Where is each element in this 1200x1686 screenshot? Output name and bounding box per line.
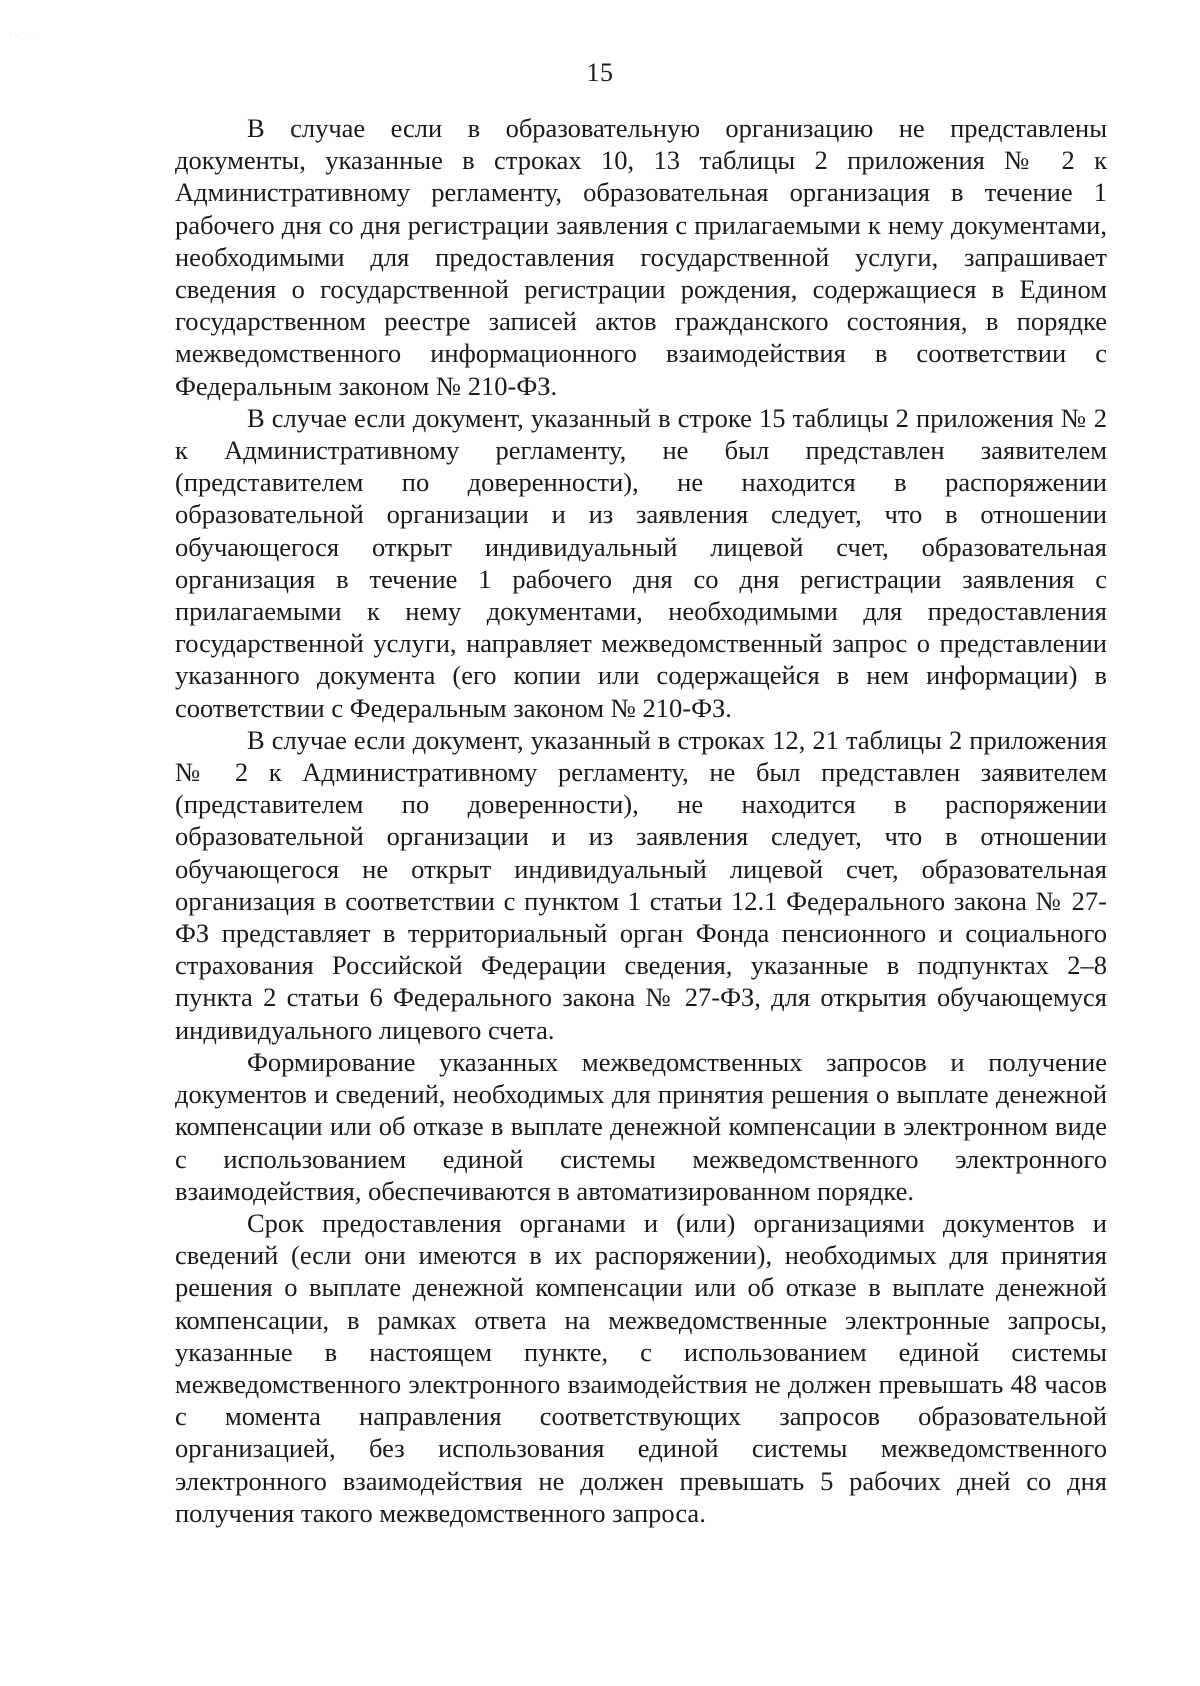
page-number: 15 — [586, 58, 614, 87]
document-body — [175, 112, 1107, 1529]
paragraph-automated-requests: Формирование указанных межведомственных запросов и получение документов и сведений, необходимых для принятия решения о выплате денежной компенсации или об отказе в выплате денежной компенсации в электронном виде с использованием единой системы межведомственного электронного взаимодействия, обеспечиваются в автоматизированном порядке. — [175, 1046, 1107, 1206]
paragraph-account-opening: В случае если документ, указанный в строках 12, 21 таблицы 2 приложения № 2 к Административному регламенту, не был представлен заявителем (представителем по доверенности), не находится в распоряжении образовательной организации и из заявления следует, что в отношении обучающегося не открыт индивидуальный лицевой счет, образовательная организация в соответствии с пунктом 1 статьи 12.1 Федерального закона № 27-ФЗ представляет в территориальный орган Фонда пенсионного и социального страхования Российской Федерации сведения, указанные в подпунктах 2–8 пункта 2 статьи 6 Федерального закона № 27-ФЗ, для открытия обучающемуся индивидуального лицевого счета. — [175, 724, 1107, 1045]
scan-artifact-mark — [8, 30, 38, 44]
paragraph-personal-account-request: В случае если документ, указанный в строке 15 таблицы 2 приложения № 2 к Административному регламенту, не был представлен заявителем (представителем по доверенности), не находится в распоряжении образовательной организации и из заявления следует, что в отношении обучающегося открыт индивидуальный лицевой счет, образовательная организация в течение 1 рабочего дня со дня регистрации заявления с прилагаемыми к нему документами, необходимыми для предоставления государственной услуги, направляет межведомственный запрос о представлении указанного документа (его копии или содержащейся в нем информации) в соответствии с Федеральным законом № 210-ФЗ. — [175, 402, 1107, 723]
paragraph-response-deadlines: Срок предоставления органами и (или) организациями документов и сведений (если они имеются в их распоряжении), необходимых для принятия решения о выплате денежной компенсации или об отказе в выплате денежной компенсации, в рамках ответа на межведомственные электронные запросы, указанные в настоящем пункте, с использованием единой системы межведомственного электронного взаимодействия не должен превышать 48 часов с момента направления соответствующих запросов образовательной организацией, без использования единой системы межведомственного электронного взаимодействия не должен превышать 5 рабочих дней со дня получения такого межведомственного запроса. — [175, 1207, 1107, 1528]
paragraph-birth-registration-request: В случае если в образовательную организацию не представлены документы, указанные в строках 10, 13 таблицы 2 приложения № 2 к Административному регламенту, образовательная организация в течение 1 рабочего дня со дня регистрации заявления с прилагаемыми к нему документами, необходимыми для предоставления государственной услуги, запрашивает сведения о государственной регистрации рождения, содержащиеся в Едином государственном реестре записей актов гражданского состояния, в порядке межведомственного информационного взаимодействия в соответствии с Федеральным законом № 210-ФЗ. — [175, 113, 1107, 401]
